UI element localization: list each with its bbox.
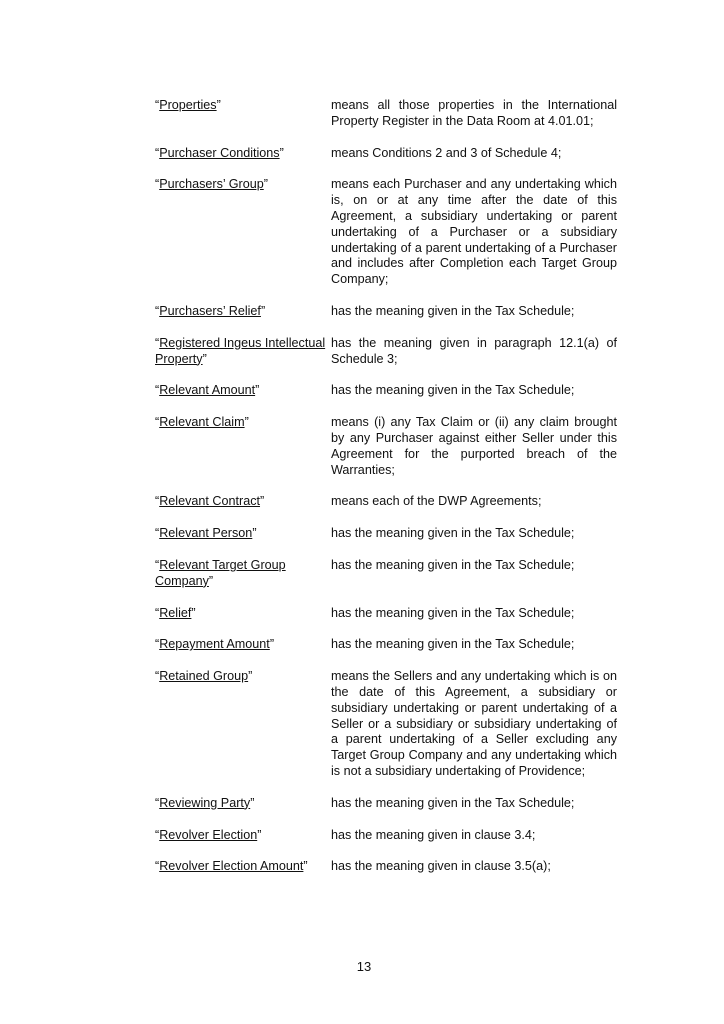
definition-text: has the meaning given in the Tax Schedule;: [331, 526, 575, 541]
defined-term: [155, 415, 331, 478]
definition-text: has the meaning given in clause 3.5(a);: [331, 859, 551, 874]
definition-row: [155, 336, 617, 368]
definition-text: means (i) any Tax Claim or (ii) any claim brought by any Purchaser against either Seller under this Agreement for the purported breach of the Warranties;: [331, 415, 617, 477]
term-text: Relevant Claim: [159, 415, 245, 430]
open-quote: “: [155, 669, 160, 684]
definition-text: means all those properties in the International Property Register in the Data Room at 4.01.01;: [331, 98, 617, 128]
term-text: Purchaser Conditions: [159, 145, 280, 160]
definition-text: has the meaning given in the Tax Schedule;: [331, 383, 575, 398]
definition-row: [155, 828, 617, 844]
close-quote: ”: [269, 637, 275, 652]
definition-text: means Conditions 2 and 3 of Schedule 4;: [331, 145, 562, 160]
close-quote: ”: [202, 351, 207, 366]
term-text: Revolver Election Amount: [159, 859, 304, 874]
defined-term: [155, 526, 331, 542]
term-text: Repayment Amount: [159, 637, 270, 652]
term-text: Retained Group: [159, 669, 249, 684]
definition-row: [155, 669, 617, 780]
open-quote: “: [155, 494, 160, 509]
definition-text: has the meaning given in the Tax Schedule;: [331, 637, 575, 652]
close-quote: ”: [255, 383, 260, 398]
definition-text: means the Sellers and any undertaking which is on the date of this Agreement, a subsidiary or subsidiary undertaking or parent undertaking of a Seller or a subsidiary or subsidiary undertaking of a parent undertaking of a Seller excluding any Target Group Company and any undertaking which is not a subsidiary undertaking of Providence;: [331, 669, 617, 778]
open-quote: “: [155, 98, 160, 112]
open-quote: “: [155, 177, 160, 192]
defined-term: [155, 828, 331, 844]
open-quote: “: [155, 383, 160, 398]
open-quote: “: [155, 145, 160, 160]
close-quote: ”: [191, 605, 196, 620]
defined-term: [155, 177, 331, 288]
defined-term: [155, 98, 331, 130]
term-text: Properties: [159, 98, 217, 112]
defined-term: [155, 558, 331, 590]
term-text: Reviewing Party: [159, 795, 251, 810]
close-quote: ”: [260, 494, 265, 509]
term-text: Purchasers’ Group: [159, 177, 264, 192]
open-quote: “: [155, 859, 160, 874]
definition-text: has the meaning given in the Tax Schedule;: [331, 557, 575, 572]
open-quote: “: [155, 605, 160, 620]
defined-term: [155, 494, 331, 510]
defined-term: [155, 637, 331, 653]
definition-row: [155, 146, 617, 162]
close-quote: ”: [260, 303, 266, 318]
term-text: Relevant Contract: [159, 494, 261, 509]
close-quote: ”: [303, 859, 308, 874]
term-text: Relief: [159, 605, 192, 620]
definition-row: [155, 558, 617, 590]
term-text: Relevant Person: [159, 526, 253, 541]
defined-term: [155, 146, 331, 162]
close-quote: ”: [263, 177, 268, 192]
definition-row: [155, 98, 617, 130]
definition-row: [155, 383, 617, 399]
open-quote: “: [155, 795, 160, 810]
open-quote: “: [155, 526, 160, 541]
definition-row: [155, 859, 617, 875]
definition-text: has the meaning given in the Tax Schedule;: [331, 795, 575, 810]
term-text: Registered Ingeus Intellectual Property: [155, 335, 326, 366]
definition-text: has the meaning given in paragraph 12.1(a) of Schedule 3;: [331, 335, 617, 366]
term-text: Purchasers’ Relief: [159, 303, 261, 318]
open-quote: “: [155, 827, 160, 842]
open-quote: “: [155, 637, 160, 652]
defined-term: [155, 304, 331, 320]
definition-text: means each of the DWP Agreements;: [331, 494, 542, 509]
definition-text: has the meaning given in clause 3.4;: [331, 827, 536, 842]
definition-row: [155, 304, 617, 320]
defined-term: [155, 383, 331, 399]
close-quote: ”: [252, 526, 257, 541]
definition-text: has the meaning given in the Tax Schedule;: [331, 605, 575, 620]
close-quote: ”: [216, 98, 221, 112]
open-quote: “: [155, 303, 160, 318]
term-text: Relevant Target Group Company: [155, 557, 286, 588]
definitions-list: [155, 98, 617, 891]
definition-text: has the meaning given in the Tax Schedule;: [331, 303, 575, 318]
defined-term: [155, 796, 331, 812]
close-quote: ”: [208, 573, 214, 588]
definition-text: means each Purchaser and any undertaking which is, on or at any time after the date of this Agreement, a subsidiary undertaking or parent undertaking of a Purchaser or a subsidiary undertaking of a parent undertaking of a Purchaser and includes after Completion each Target Group Company;: [331, 177, 617, 287]
term-text: Revolver Election: [159, 827, 258, 842]
close-quote: ”: [257, 827, 262, 842]
page-number: 13: [356, 959, 372, 974]
definition-row: [155, 637, 617, 653]
definition-row: [155, 177, 617, 288]
definition-row: [155, 526, 617, 542]
close-quote: ”: [248, 669, 253, 684]
definition-row: [155, 494, 617, 510]
defined-term: [155, 336, 331, 368]
close-quote: ”: [250, 795, 255, 810]
term-text: Relevant Amount: [159, 383, 256, 398]
definition-row: [155, 796, 617, 812]
open-quote: “: [155, 557, 160, 572]
defined-term: [155, 606, 331, 622]
close-quote: ”: [279, 145, 284, 160]
open-quote: “: [155, 415, 160, 430]
close-quote: ”: [244, 415, 249, 430]
definition-row: [155, 606, 617, 622]
defined-term: [155, 859, 331, 875]
open-quote: “: [155, 335, 160, 350]
defined-term: [155, 669, 331, 780]
definition-row: [155, 415, 617, 478]
